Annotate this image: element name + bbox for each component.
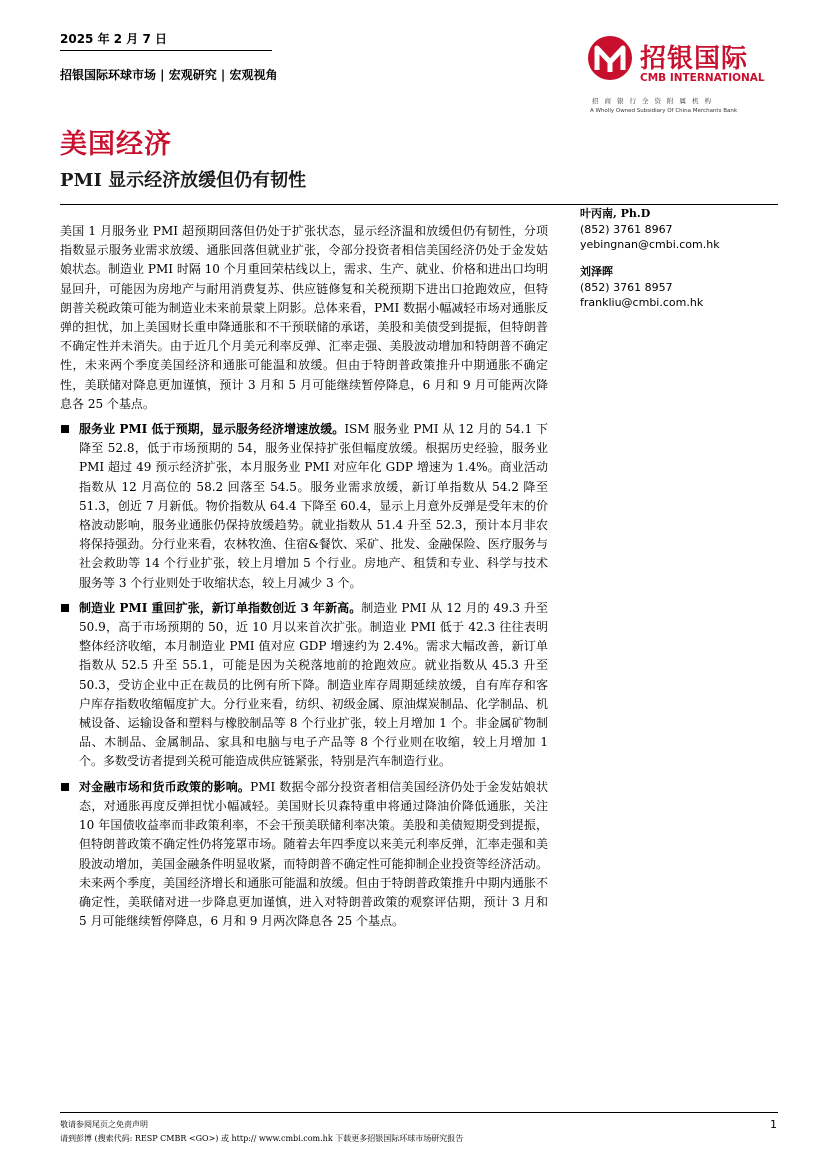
footer-download-note: 请到彭博 (搜索代码: RESP CMBR <GO>) 或 http:// www.cmbi.com.hk 下载更多招银国际环球市场研究报告	[60, 1134, 464, 1143]
bullet-heading: 对金融市场和货币政策的影响。	[79, 779, 251, 794]
analyst-contact-2	[580, 264, 780, 311]
logo-english-name: CMB INTERNATIONAL	[640, 72, 765, 84]
bullet-text: PMI 数据令部分投资者相信美国经济仍处于金发姑娘状态，对通胀再度反弹担忧小幅减轻。美国财长贝森特重申将通过降油价降低通胀，关注 10 年国债收益率而非政策利率，不会干预美联储利率决策。美股和美债短期受到提振，但特朗普政策不确定性仍将笼罩市场。随着去年四季度以来美元利率反弹，汇率走强和美股波动增加，美国金融条件明显收紧，而特朗普不确定性可能抑制企业投资等经济活动。未来两个季度，美国经济增长和通胀可能温和放缓。但由于特朗普政策推升中期内通胀不确定性，美联储对进一步降息更加谨慎，进入对特朗普政策的观察评估期，预计 3 月和 5 月可能继续暂停降息，6 月和 9 月两次降息各 25 个基点。	[79, 779, 548, 929]
footer-divider	[60, 1112, 778, 1113]
bullet-text: 制造业 PMI 从 12 月的 49.3 升至 50.9，高于市场预期的 50，近 10 月以来首次扩张。制造业 PMI 低于 42.3 往往表明整体经济收缩，本月制造业 PMI 值对应 GDP 增速约为 2.4%。需求大幅改善，新订单指数从 52.5 升至 55.1，可能是因为关税落地前的抢跑效应。就业指数从 45.3 升至 50.3，受访企业中正在裁员的比例有所下降。制造业库存周期延续放缓，自有库存和客户库存指数收缩幅度扩大。分行业来看，纺织、初级金属、原油煤炭制品、化学制品、机械设备、运输设备和塑料与橡胶制品等 8 个行业扩张，较上月增加 1 个。非金属矿物制品、木制品、金属制品、家具和电脑与电子产品等 8 个行业则在收缩，较上月增加 1 个。多数受访者提到关税可能造成供应链紧张，特别是汽车制造行业。	[79, 600, 548, 769]
analyst-name: 刘泽晖	[580, 265, 613, 278]
square-bullet-icon	[61, 783, 69, 791]
logo-subtitle-cn: 招商银行全资附属机构	[592, 97, 717, 105]
footer-disclaimer: 敬请参阅尾页之免责声明	[60, 1120, 148, 1129]
report-series: 招银国际环球市场 | 宏观研究 | 宏观视角	[60, 68, 278, 82]
bullet-manufacturing-pmi	[60, 599, 548, 772]
report-subtitle: PMI 显示经济放缓但仍有韧性	[60, 170, 307, 191]
summary-paragraph: 美国 1 月服务业 PMI 超预期回落但仍处于扩张状态，显示经济温和放缓但仍有韧性，分项指数显示服务业需求放缓、通胀回落但就业扩张，令部分投资者相信美国经济仍处于金发姑娘状态。制造业 PMI 时隔 10 个月重回荣枯线以上，需求、生产、就业、价格和进出口均明显回升，可能因为房地产与耐用消费复苏、供应链修复和关税预期下进出口抢跑效应，但特朗普关税政策可能为制造业未来前景蒙上阴影。总体来看，PMI 数据小幅减轻市场对通胀反弹的担忧，加上美国财长重申降通胀和不干预联储的承诺，美股和美债受到提振，但特朗普不确定性并未消失。由于近几个月美元利率反弹、汇率走强、美股波动增加和特朗普不确定性，未来两个季度美国经济和通胀可能温和放缓。但由于特朗普政策推升中期通胀不确定性，美联储对降息更加谨慎，预计 3 月和 5 月可能继续暂停降息，6 月和 9 月可能两次降息各 25 个基点。	[60, 224, 548, 411]
analyst-phone: (852) 3761 8957	[580, 280, 673, 294]
report-date: 2025 年 2 月 7 日	[60, 32, 167, 46]
report-title: 美国经济	[60, 129, 172, 160]
page-number: 1	[770, 1118, 777, 1131]
analyst-email[interactable]: frankliu@cmbi.com.hk	[580, 296, 704, 309]
logo-chinese-name: 招银国际	[640, 44, 749, 74]
cmbi-logo-mark-icon	[588, 36, 632, 80]
bullet-heading: 制造业 PMI 重回扩张，新订单指数创近 3 年新高。	[79, 600, 362, 615]
analyst-phone: (852) 3761 8967	[580, 222, 673, 236]
analyst-email[interactable]: yebingnan@cmbi.com.hk	[580, 238, 720, 251]
analyst-contact-1	[580, 206, 780, 253]
logo-subtitle-en: A Wholly Owned Subsidiary Of China Merchants Bank	[590, 108, 738, 114]
report-body	[60, 222, 548, 931]
title-divider	[60, 204, 778, 205]
bullet-services-pmi	[60, 420, 548, 593]
header-divider	[60, 50, 272, 51]
cmbi-logo	[588, 36, 778, 120]
square-bullet-icon	[61, 425, 69, 433]
bullet-market-impact	[60, 778, 548, 932]
square-bullet-icon	[61, 604, 69, 612]
analyst-name: 叶丙南, Ph.D	[580, 207, 651, 220]
bullet-heading: 服务业 PMI 低于预期，显示服务经济增速放缓。	[79, 422, 345, 437]
bullet-text: ISM 服务业 PMI 从 12 月的 54.1 下降至 52.8，低于市场预期的 54，服务业保持扩张但幅度放缓。根据历史经验，服务业 PMI 超过 49 预示经济扩张，本月服务业 PMI 对应年化 GDP 增速为 1.4%。商业活动指数从 12 月高位的 58.2 回落至 54.5。服务业需求放缓，新订单指数从 54.2 降至 51.3，创近 7 月新低。物价指数从 64.4 下降至 60.4，显示上月意外反弹是受年末的价格波动影响，服务业通胀仍保持放缓趋势。就业指数从 51.4 升至 52.3，预计本月非农将保持强劲。分行业来看，农林牧渔、住宿&餐饮、采矿、批发、金融保险、医疗服务与社会救助等 14 个行业扩张，较上月增加 5 个行业。房地产、租赁和专业、科学与技术服务等 3 个行业则处于收缩状态，较上月减少 3 个。	[79, 422, 548, 590]
